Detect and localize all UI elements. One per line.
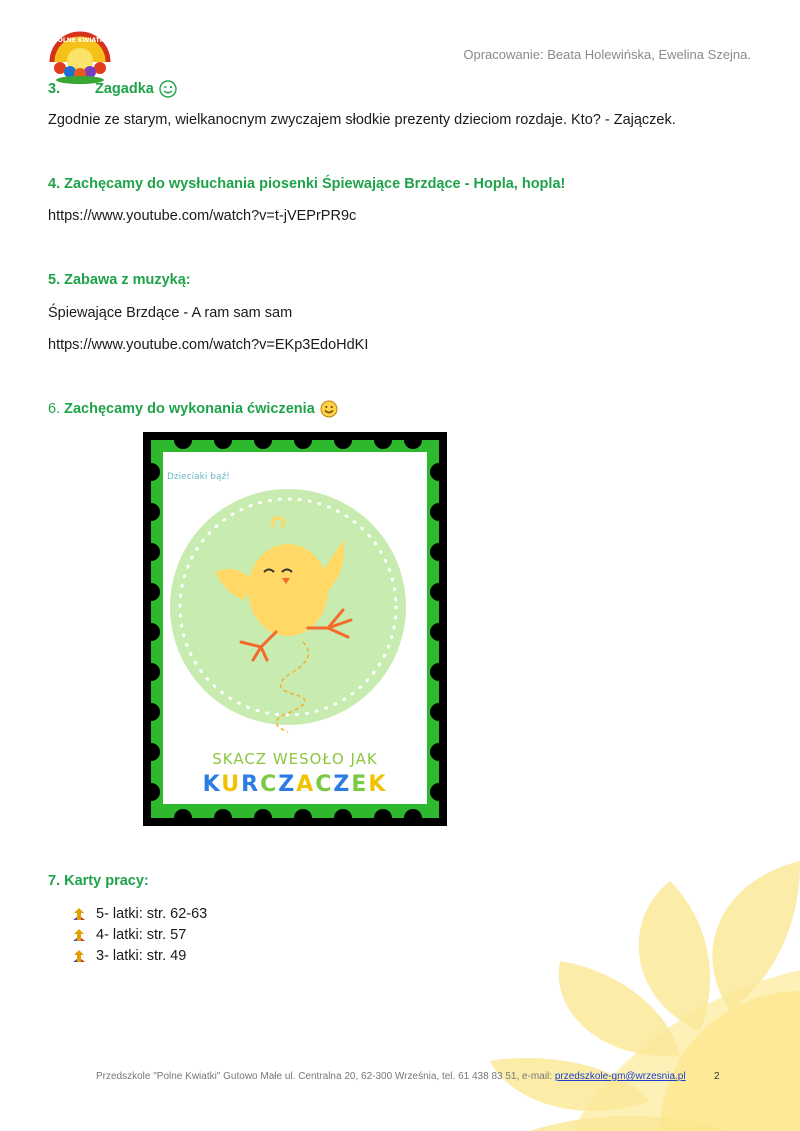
footer — [96, 1071, 686, 1082]
poster-caption-line2 — [143, 772, 447, 797]
section-7-heading: 7. Karty pracy: — [48, 873, 149, 889]
arrow-bullet-icon — [72, 928, 86, 942]
poster-caption-letter: R — [241, 772, 261, 797]
list-item-label: 4- latki: str. 57 — [96, 926, 187, 943]
section-4-link[interactable]: https://www.youtube.com/watch?v=t-jVEPrPR9c — [48, 208, 357, 224]
list-item-label: 3- latki: str. 49 — [96, 947, 187, 964]
page-number: 2 — [714, 1071, 720, 1082]
header-credit: Opracowanie: Beata Holewińska, Ewelina Szejna. — [463, 47, 751, 62]
poster-caption-letter: K — [202, 772, 222, 797]
poster-caption-letter: K — [368, 772, 388, 797]
poster-brand: Dzieciaki bąź! — [167, 472, 230, 482]
footer-address: Przedszkole "Polne Kwiatki" Gutowo Małe ul. Centralna 20, 62-300 Września, tel. 61 438 83 51, e-mail: — [96, 1071, 553, 1082]
poster-caption-letter: E — [351, 772, 369, 797]
exercise-poster — [143, 432, 447, 826]
arrow-bullet-icon — [72, 949, 86, 963]
wink-smiley-icon — [159, 80, 177, 98]
sun-decoration-icon — [470, 841, 800, 1131]
section-5-link[interactable]: https://www.youtube.com/watch?v=EKp3EdoHdKI — [48, 337, 369, 353]
poster-caption-letter: C — [315, 772, 334, 797]
list-item — [72, 903, 207, 924]
arrow-bullet-icon — [72, 907, 86, 921]
section-3-title: Zagadka — [95, 81, 154, 97]
section-4-heading: 4. Zachęcamy do wysłuchania piosenki Śpiewające Brzdące - Hopla, hopla! — [48, 176, 566, 192]
poster-caption-letter: A — [296, 772, 316, 797]
list-item — [72, 945, 207, 966]
poster-caption-letter: U — [221, 772, 242, 797]
poster-caption-letter: C — [260, 772, 279, 797]
kindergarten-logo-icon — [46, 28, 114, 84]
footer-email-link[interactable]: przedszkole-gm@wrzesnia.pl — [554, 1071, 686, 1082]
section-5-song: Śpiewające Brzdące - A ram sam sam — [48, 305, 293, 321]
list-item-label: 5- latki: str. 62-63 — [96, 905, 208, 922]
section-6-number: 6. — [48, 401, 61, 417]
poster-caption-letter: Z — [333, 772, 352, 797]
section-3-text: Zgodnie ze starym, wielkanocnym zwyczajem słodkie prezenty dzieciom rozdaje. Kto? - Zajączek. — [48, 112, 676, 128]
section-6-heading — [48, 400, 338, 418]
section-5-heading: 5. Zabawa z muzyką: — [48, 272, 191, 288]
poster-caption-line1: SKACZ WESOŁO JAK — [212, 750, 378, 768]
section-6-title: Zachęcamy do wykonania ćwiczenia — [64, 401, 315, 417]
section-3-heading — [48, 80, 177, 98]
list-item — [72, 924, 207, 945]
smiley-icon — [320, 400, 338, 418]
poster-caption-letter: Z — [278, 772, 297, 797]
worksheet-list — [72, 903, 207, 966]
svg-text:POLNE KWIATKI: POLNE KWIATKI — [53, 37, 107, 44]
section-3-number: 3. — [48, 81, 61, 97]
